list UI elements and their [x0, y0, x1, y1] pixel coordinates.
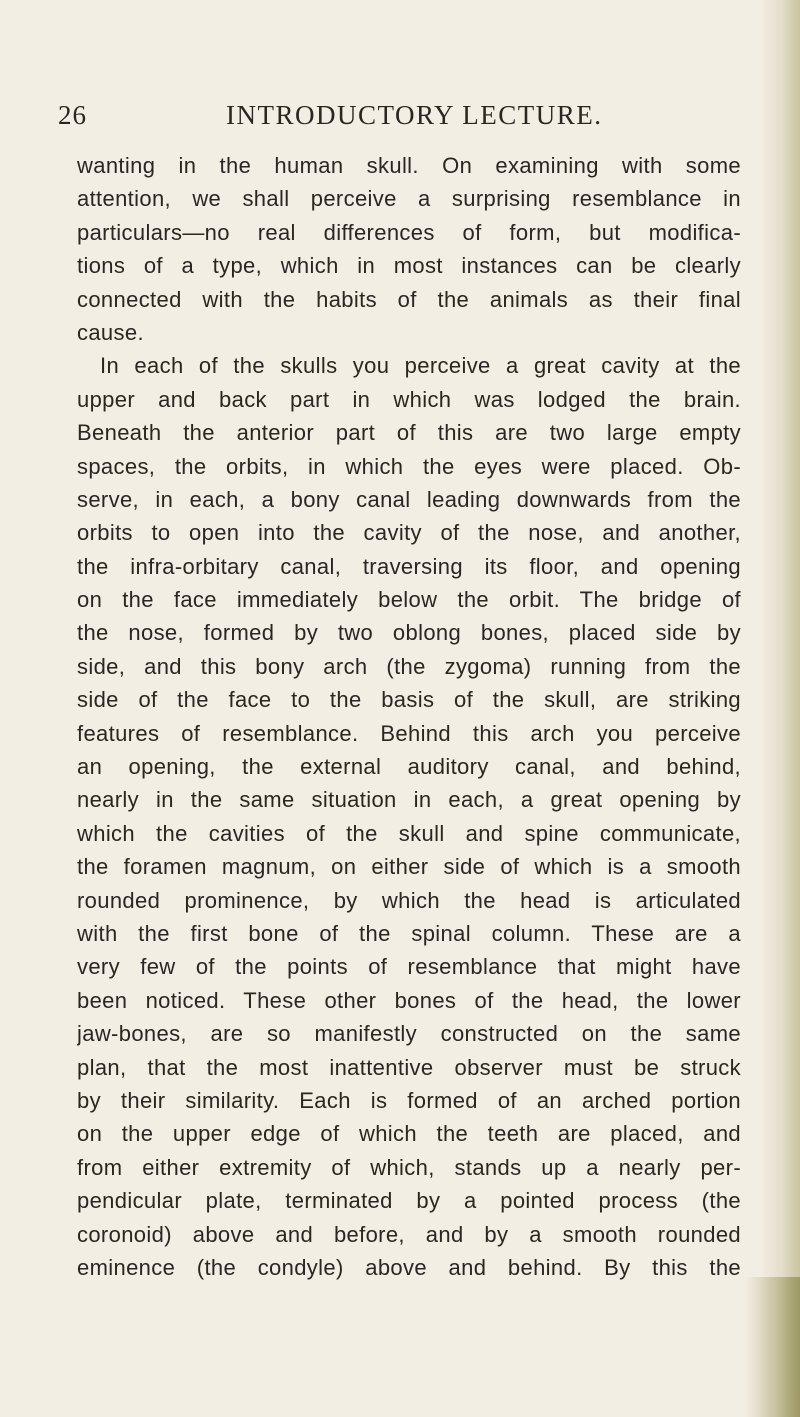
- text-line: the foramen magnum, on either side of which is a smooth: [77, 854, 741, 880]
- text-line: serve, in each, a bony canal leading downwards from the: [77, 486, 741, 512]
- text-line: from either extremity of which, stands up a nearly per-: [77, 1154, 741, 1180]
- text-line: wanting in the human skull. On examining with some: [77, 153, 741, 178]
- text-line: cause.: [77, 319, 144, 345]
- text-line: the infra-orbitary canal, traversing its floor, and opening: [77, 553, 741, 579]
- text-line: plan, that the most inattentive observer must be struck: [77, 1054, 741, 1080]
- text-line: side, and this bony arch (the zygoma) running from the: [77, 653, 741, 679]
- text-line: on the upper edge of which the teeth are placed, and: [77, 1121, 741, 1147]
- text-line: been noticed. These other bones of the head, the lower: [77, 987, 741, 1013]
- text-line: orbits to open into the cavity of the nose, and another,: [77, 520, 741, 546]
- text-line: eminence (the condyle) above and behind. By this the: [77, 1254, 741, 1280]
- text-line: coronoid) above and before, and by a smooth rounded: [77, 1221, 741, 1247]
- text-line: nearly in the same situation in each, a great opening by: [77, 787, 741, 813]
- text-line: connected with the habits of the animals as their final: [77, 286, 741, 312]
- text-line: with the first bone of the spinal column. These are a: [77, 920, 741, 946]
- text-line: jaw-bones, are so manifestly constructed on the same: [77, 1021, 741, 1047]
- text-line: side of the face to the basis of the skull, are striking: [77, 687, 741, 713]
- text-line: an opening, the external auditory canal, and behind,: [77, 754, 741, 780]
- text-line: features of resemblance. Behind this arch you perceive: [77, 720, 741, 746]
- text-line: In each of the skulls you perceive a great cavity at the: [100, 353, 741, 379]
- text-line: by their similarity. Each is formed of an arched portion: [77, 1087, 741, 1113]
- text-line: very few of the points of resemblance that might have: [77, 954, 741, 980]
- text-line: upper and back part in which was lodged the brain.: [77, 386, 741, 412]
- text-line: pendicular plate, terminated by a pointed process (the: [77, 1188, 741, 1214]
- text-line: which the cavities of the skull and spine communicate,: [77, 820, 741, 846]
- text-line: on the face immediately below the orbit. The bridge of: [77, 587, 741, 613]
- page-corner-stain: [745, 1277, 800, 1417]
- text-line: Beneath the anterior part of this are two large empty: [77, 420, 741, 446]
- text-line: particulars—no real differences of form, but modifica-: [77, 219, 741, 245]
- text-line: rounded prominence, by which the head is articulated: [77, 887, 741, 913]
- text-line: attention, we shall perceive a surprising resemblance in: [77, 186, 741, 212]
- page-edge-shading: [760, 0, 800, 1417]
- text-line: tions of a type, which in most instances can be clearly: [77, 253, 741, 279]
- running-head: [58, 100, 603, 140]
- page-number: 26: [58, 100, 87, 130]
- text-line: the nose, formed by two oblong bones, placed side by: [77, 620, 741, 646]
- text-line: spaces, the orbits, in which the eyes were placed. Ob-: [77, 453, 741, 479]
- running-head-title: INTRODUCTORY LECTURE.: [226, 100, 603, 130]
- body-text: [77, 149, 741, 1284]
